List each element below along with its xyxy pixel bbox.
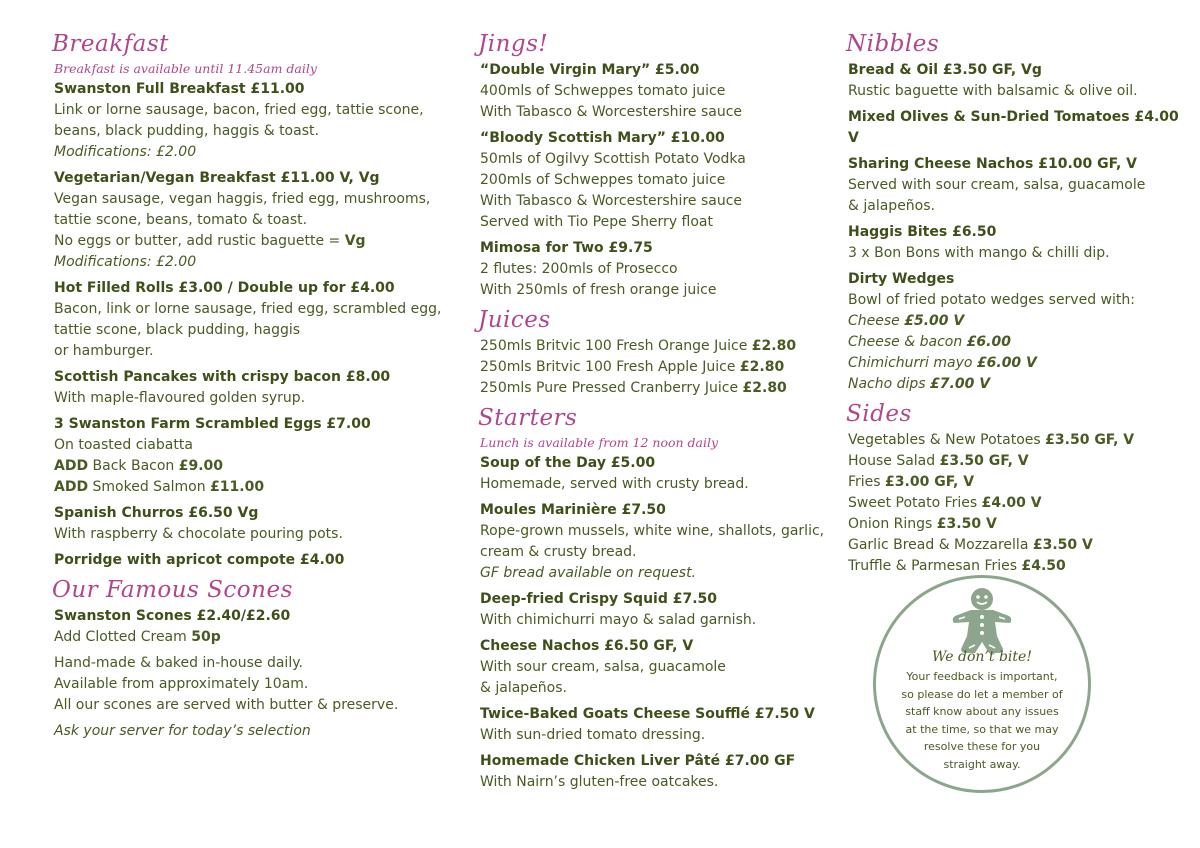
item-title: Swanston Scones £2.40/£2.60: [54, 608, 291, 624]
item-description: [480, 102, 840, 123]
menu-item: [54, 278, 444, 362]
section-title: Jings!: [478, 31, 549, 57]
item-text: With Nairn’s gluten-free oatcakes.: [480, 774, 719, 790]
menu-item: [54, 79, 444, 163]
item-text: With sun-dried tomato dressing.: [480, 727, 706, 743]
item-price: £6.00: [966, 334, 1011, 350]
item-text: 200mls of Schweppes tomato juice: [480, 172, 726, 188]
item-text: Served with Tio Pepe Sherry float: [480, 214, 714, 230]
item-title: Bread & Oil £3.50 GF, Vg: [848, 62, 1042, 78]
item-description: [848, 196, 1188, 217]
item-title: 3 Swanston Farm Scrambled Eggs £7.00: [54, 416, 371, 432]
item-text: With raspberry & chocolate pouring pots.: [54, 526, 343, 542]
menu-item: [54, 606, 444, 648]
menu-item: [848, 60, 1188, 102]
item-title: Haggis Bites £6.50: [848, 224, 997, 240]
menu-item: [848, 107, 1188, 149]
item-text: Modifications: £2.00: [54, 254, 197, 270]
item-text: Nacho dips: [848, 376, 931, 392]
menu-item: [848, 222, 1188, 264]
item-description: [480, 378, 840, 399]
item-description: [480, 81, 840, 102]
menu-item: [54, 550, 444, 571]
item-text: With sour cream, salsa, guacamole: [480, 659, 726, 675]
item-title: Moules Marinière £7.50: [480, 502, 666, 518]
item-text: With maple-flavoured golden syrup.: [54, 390, 306, 406]
item-description: [54, 695, 444, 716]
item-description: [848, 556, 1188, 577]
item-price: £3.50 GF, V: [939, 453, 1029, 469]
menu-section: [848, 30, 1188, 395]
section-title: Nibbles: [846, 31, 940, 57]
item-text: On toasted ciabatta: [54, 437, 193, 453]
item-description: [54, 299, 444, 320]
item-text: & jalapeños.: [480, 680, 567, 696]
menu-item: [54, 414, 444, 498]
item-price: £5.00 V: [904, 313, 965, 329]
item-price: £11.00: [210, 479, 265, 495]
menu-item: [54, 503, 444, 545]
item-text: Served with sour cream, salsa, guacamole: [848, 177, 1146, 193]
item-title: Scottish Pancakes with crispy bacon £8.00: [54, 369, 391, 385]
item-text: With Tabasco & Worcestershire sauce: [480, 104, 743, 120]
section-title: Our Famous Scones: [52, 577, 293, 603]
item-text: Link or lorne sausage, bacon, fried egg, tattie scone,: [54, 102, 424, 118]
item-prefix: ADD: [54, 458, 89, 474]
item-price: £3.50 V: [1032, 537, 1093, 553]
item-text: With 250mls of fresh orange juice: [480, 282, 717, 298]
item-description: [848, 430, 1188, 451]
menu-item: [480, 128, 840, 233]
item-description: [848, 332, 1188, 353]
menu-item: [480, 636, 840, 699]
item-description: [54, 477, 444, 498]
section-title: Starters: [478, 405, 578, 431]
menu-item: [54, 367, 444, 409]
item-description: [54, 435, 444, 456]
item-price: Vg: [344, 233, 366, 249]
item-text: cream & crusty bread.: [480, 544, 637, 560]
item-text: Rustic baguette with balsamic & olive oil.: [848, 83, 1138, 99]
item-description: [480, 563, 840, 584]
item-text: Sweet Potato Fries: [848, 495, 982, 511]
badge-line: staff know about any issues: [905, 705, 1059, 718]
item-title: Spanish Churros £6.50 Vg: [54, 505, 259, 521]
item-title: Porridge with apricot compote £4.00: [54, 552, 345, 568]
item-price: £3.50 V: [936, 516, 997, 532]
item-description: [848, 243, 1188, 264]
item-text: GF bread available on request.: [480, 565, 697, 581]
item-description: [848, 311, 1188, 332]
item-text: Garlic Bread & Mozzarella: [848, 537, 1033, 553]
item-text: & jalapeños.: [848, 198, 935, 214]
menu-item: [480, 589, 840, 631]
item-text: or hamburger.: [54, 343, 154, 359]
item-title: “Double Virgin Mary” £5.00: [480, 62, 700, 78]
item-text: 400mls of Schweppes tomato juice: [480, 83, 726, 99]
item-title: Hot Filled Rolls £3.00 / Double up for £4.00: [54, 280, 395, 296]
section-title: Juices: [478, 307, 551, 333]
item-description: [54, 252, 444, 273]
badge-line: Your feedback is important,: [906, 670, 1058, 683]
item-description: [848, 290, 1188, 311]
item-text: House Salad: [848, 453, 940, 469]
menu-item: [848, 430, 1188, 577]
menu-column-left: [54, 30, 444, 747]
section-title: Sides: [846, 401, 912, 427]
item-description: [480, 259, 840, 280]
menu-section: [54, 30, 444, 571]
item-price: £3.50 GF, V: [1045, 432, 1135, 448]
item-price: £2.80: [742, 380, 787, 396]
item-description: [54, 456, 444, 477]
item-title: “Bloody Scottish Mary” £10.00: [480, 130, 725, 146]
item-title: Cheese Nachos £6.50 GF, V: [480, 638, 694, 654]
menu-item: [54, 168, 444, 273]
item-description: [54, 320, 444, 341]
item-description: [54, 231, 444, 252]
item-description: [54, 721, 444, 742]
item-text: Bacon, link or lorne sausage, fried egg, scrambled egg,: [54, 301, 442, 317]
item-text: Cheese: [848, 313, 905, 329]
item-description: [848, 493, 1188, 514]
menu-item: [480, 238, 840, 301]
badge-line: straight away.: [943, 757, 1021, 771]
badge-text: [876, 668, 1088, 773]
item-description: [54, 100, 444, 121]
menu-column-right: [848, 30, 1188, 582]
item-description: [480, 521, 840, 542]
item-description: [480, 657, 840, 678]
item-description: [848, 175, 1188, 196]
item-text: With Tabasco & Worcestershire sauce: [480, 193, 743, 209]
item-title: Mixed Olives & Sun-Dried Tomatoes £4.00 V: [848, 109, 1179, 146]
item-text: Modifications: £2.00: [54, 144, 197, 160]
item-description: [54, 142, 444, 163]
item-description: [848, 535, 1188, 556]
item-description: [480, 610, 840, 631]
item-prefix: ADD: [54, 479, 89, 495]
item-description: [54, 189, 444, 210]
menu-item: [480, 60, 840, 123]
item-description: [54, 653, 444, 674]
item-description: [848, 374, 1188, 395]
item-text: Add Clotted Cream: [54, 629, 192, 645]
item-text: tattie scone, black pudding, haggis: [54, 322, 301, 338]
item-text: Smoked Salmon: [88, 479, 211, 495]
item-price: £4.50: [1021, 558, 1066, 574]
item-description: [480, 149, 840, 170]
item-description: [480, 212, 840, 233]
item-title: Dirty Wedges: [848, 271, 955, 287]
item-description: [848, 514, 1188, 535]
item-description: [480, 678, 840, 699]
menu-item: [480, 500, 840, 584]
item-price: £6.00 V: [976, 355, 1037, 371]
item-price: 50p: [191, 629, 221, 645]
item-description: [480, 336, 840, 357]
gingerbread-man-icon: [951, 586, 1013, 654]
item-text: 250mls Pure Pressed Cranberry Juice: [480, 380, 743, 396]
item-description: [480, 280, 840, 301]
item-description: [480, 474, 840, 495]
item-text: Chimichurri mayo: [848, 355, 977, 371]
menu-item: [54, 721, 444, 742]
item-description: [480, 725, 840, 746]
item-price: £3.00 GF, V: [885, 474, 975, 490]
item-text: 2 flutes: 200mls of Prosecco: [480, 261, 678, 277]
item-title: Mimosa for Two £9.75: [480, 240, 653, 256]
menu-item: [480, 751, 840, 793]
item-description: [848, 81, 1188, 102]
item-description: [480, 191, 840, 212]
item-title: Twice-Baked Goats Cheese Soufflé £7.50 V: [480, 706, 815, 722]
item-text: Fries: [848, 474, 886, 490]
menu-item: [54, 653, 444, 716]
menu-section: [848, 400, 1188, 577]
item-text: Onion Rings: [848, 516, 937, 532]
item-text: Cheese & bacon: [848, 334, 967, 350]
menu-item: [480, 336, 840, 399]
item-text: 250mls Britvic 100 Fresh Apple Juice: [480, 359, 740, 375]
item-text: With chimichurri mayo & salad garnish.: [480, 612, 757, 628]
menu-section: [54, 576, 444, 742]
item-text: Rope-grown mussels, white wine, shallots, garlic,: [480, 523, 825, 539]
item-price: £2.80: [751, 338, 797, 354]
item-description: [480, 170, 840, 191]
menu-section: [480, 404, 840, 793]
item-text: Vegetables & New Potatoes: [848, 432, 1046, 448]
menu-section: [480, 306, 840, 399]
menu-item: [480, 704, 840, 746]
item-title: Sharing Cheese Nachos £10.00 GF, V: [848, 156, 1137, 172]
item-price: £2.80: [739, 359, 785, 375]
item-price: £4.00 V: [981, 495, 1042, 511]
badge-title: We don’t bite!: [932, 649, 1032, 665]
item-text: 3 x Bon Bons with mango & chilli dip.: [848, 245, 1110, 261]
item-text: Homemade, served with crusty bread.: [480, 476, 749, 492]
feedback-badge: [873, 575, 1091, 793]
item-text: Vegan sausage, vegan haggis, fried egg, mushrooms,: [54, 191, 431, 207]
item-description: [848, 472, 1188, 493]
item-text: Back Bacon: [88, 458, 179, 474]
item-description: [54, 627, 444, 648]
section-note: Breakfast is available until 11.45am daily: [54, 61, 317, 76]
section-title: Breakfast: [52, 31, 169, 57]
section-note: Lunch is available from 12 noon daily: [480, 435, 719, 450]
item-title: Soup of the Day £5.00: [480, 455, 656, 471]
item-text: All our scones are served with butter & preserve.: [54, 697, 399, 713]
item-title: Deep-fried Crispy Squid £7.50: [480, 591, 718, 607]
menu-section: [480, 30, 840, 301]
item-text: Truffle & Parmesan Fries: [848, 558, 1022, 574]
item-description: [54, 121, 444, 142]
badge-line: at the time, so that we may: [905, 722, 1059, 736]
item-description: [848, 451, 1188, 472]
badge-line: resolve these for you: [923, 740, 1041, 753]
item-description: [54, 341, 444, 362]
menu-item: [480, 453, 840, 495]
menu-item: [848, 154, 1188, 217]
item-description: [54, 210, 444, 231]
item-text: 250mls Britvic 100 Fresh Orange Juice: [480, 338, 752, 354]
item-title: Homemade Chicken Liver Pâté £7.00 GF: [480, 753, 796, 769]
item-text: 50mls of Ogilvy Scottish Potato Vodka: [480, 151, 746, 167]
item-text: Bowl of fried potato wedges served with:: [848, 292, 1135, 308]
badge-line: so please do let a member of: [901, 687, 1063, 701]
item-description: [848, 353, 1188, 374]
menu-column-middle: [480, 30, 840, 798]
item-text: beans, black pudding, haggis & toast.: [54, 123, 319, 139]
item-title: Vegetarian/Vegan Breakfast £11.00 V, Vg: [54, 170, 380, 186]
item-description: [54, 674, 444, 695]
item-price: £9.00: [178, 458, 224, 474]
item-title: Swanston Full Breakfast £11.00: [54, 81, 305, 97]
item-description: [54, 388, 444, 409]
item-description: [480, 772, 840, 793]
item-text: Available from approximately 10am.: [54, 676, 309, 692]
item-text: tattie scone, beans, tomato & toast.: [54, 212, 308, 228]
item-price: £7.00 V: [930, 376, 991, 392]
item-description: [480, 542, 840, 563]
item-description: [480, 357, 840, 378]
item-description: [54, 524, 444, 545]
item-text: Ask your server for today’s selection: [54, 723, 311, 739]
item-text: Hand-made & baked in-house daily.: [54, 655, 303, 671]
menu-item: [848, 269, 1188, 395]
item-text: No eggs or butter, add rustic baguette =: [54, 233, 345, 249]
